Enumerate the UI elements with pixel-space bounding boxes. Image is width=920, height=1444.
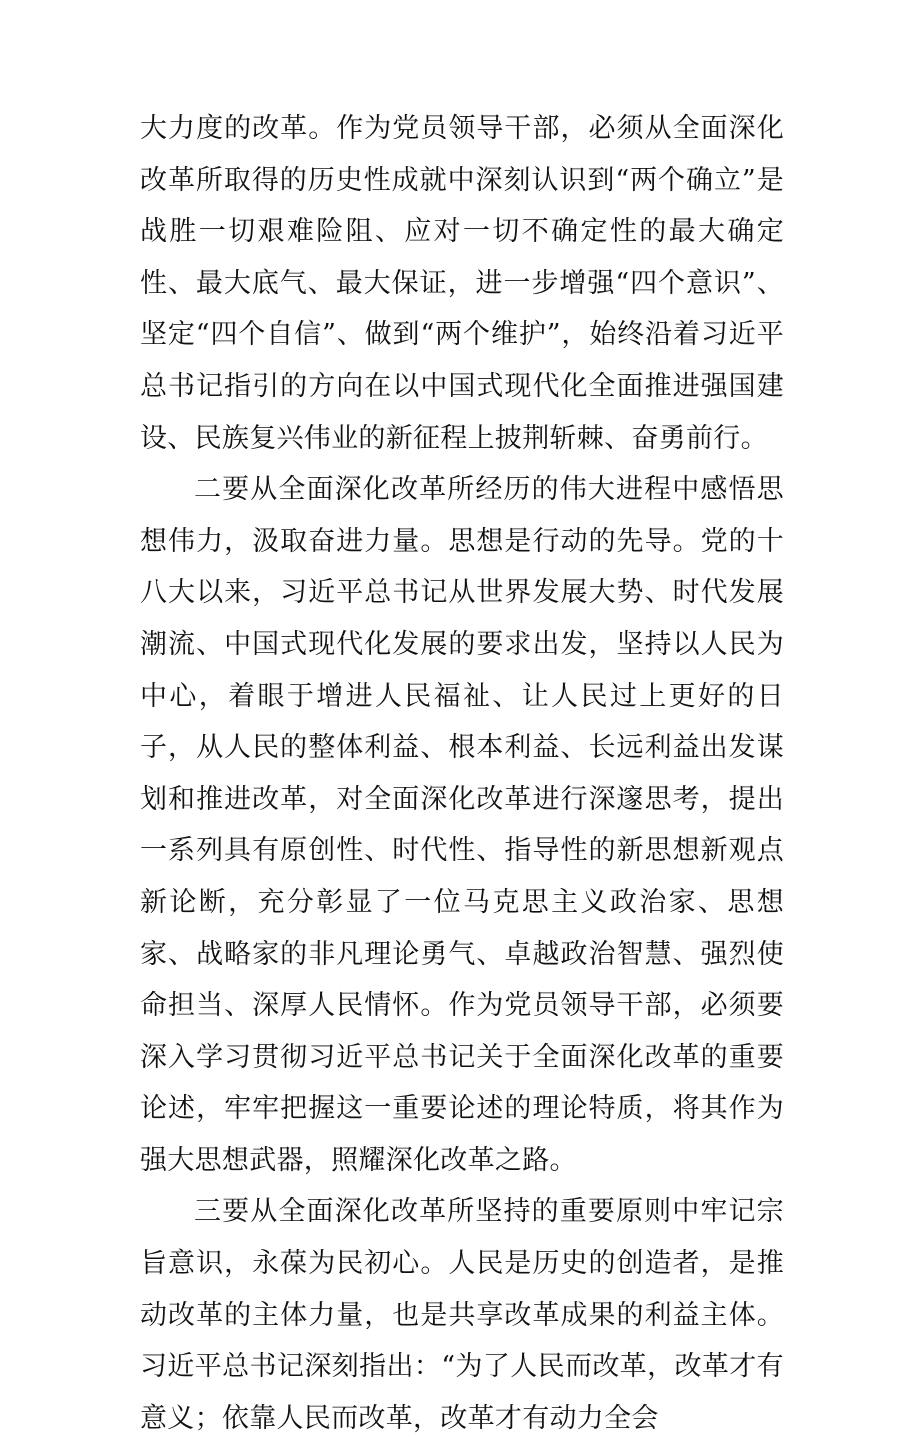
paragraph-2: 二要从全面深化改革所经历的伟大进程中感悟思想伟力，汲取奋进力量。思想是行动的先导。党的十八大以来，习近平总书记从世界发展大势、时代发展潮流、中国式现代化发展的要求出发，坚持以人民为中心，着眼于增进人民福祉、让人民过上更好的日子，从人民的整体利益、根本利益、长远利益出发谋划和推进改革，对全面深化改革进行深邃思考，提出一系列具有原创性、时代性、指导性的新思想新观点新论断，充分彰显了一位马克思主义政治家、思想家、战略家的非凡理论勇气、卓越政治智慧、强烈使命担当、深厚人民情怀。作为党员领导干部，必须要深入学习贯彻习近平总书记关于全面深化改革的重要论述，牢牢把握这一重要论述的理论特质，将其作为强大思想武器，照耀深化改革之路。 bbox=[140, 474, 784, 1176]
paragraph-3: 三要从全面深化改革所坚持的重要原则中牢记宗旨意识，永葆为民初心。人民是历史的创造者，是推动改革的主体力量，也是共享改革成果的利益主体。习近平总书记深刻指出：“为了人民而改革，改革才有意义；依靠人民而改革，改革才有动力全会 bbox=[140, 1196, 784, 1434]
paragraph-1: 大力度的改革。作为党员领导干部，必须从全面深化改革所取得的历史性成就中深刻认识到“两个确立”是战胜一切艰难险阻、应对一切不确定性的最大确定性、最大底气、最大保证，进一步增强“四个意识”、坚定“四个自信”、做到“两个维护”，始终沿着习近平总书记指引的方向在以中国式现代化全面推进强国建设、民族复兴伟业的新征程上披荆斩棘、奋勇前行。 bbox=[140, 113, 784, 454]
document-body bbox=[140, 103, 784, 1444]
